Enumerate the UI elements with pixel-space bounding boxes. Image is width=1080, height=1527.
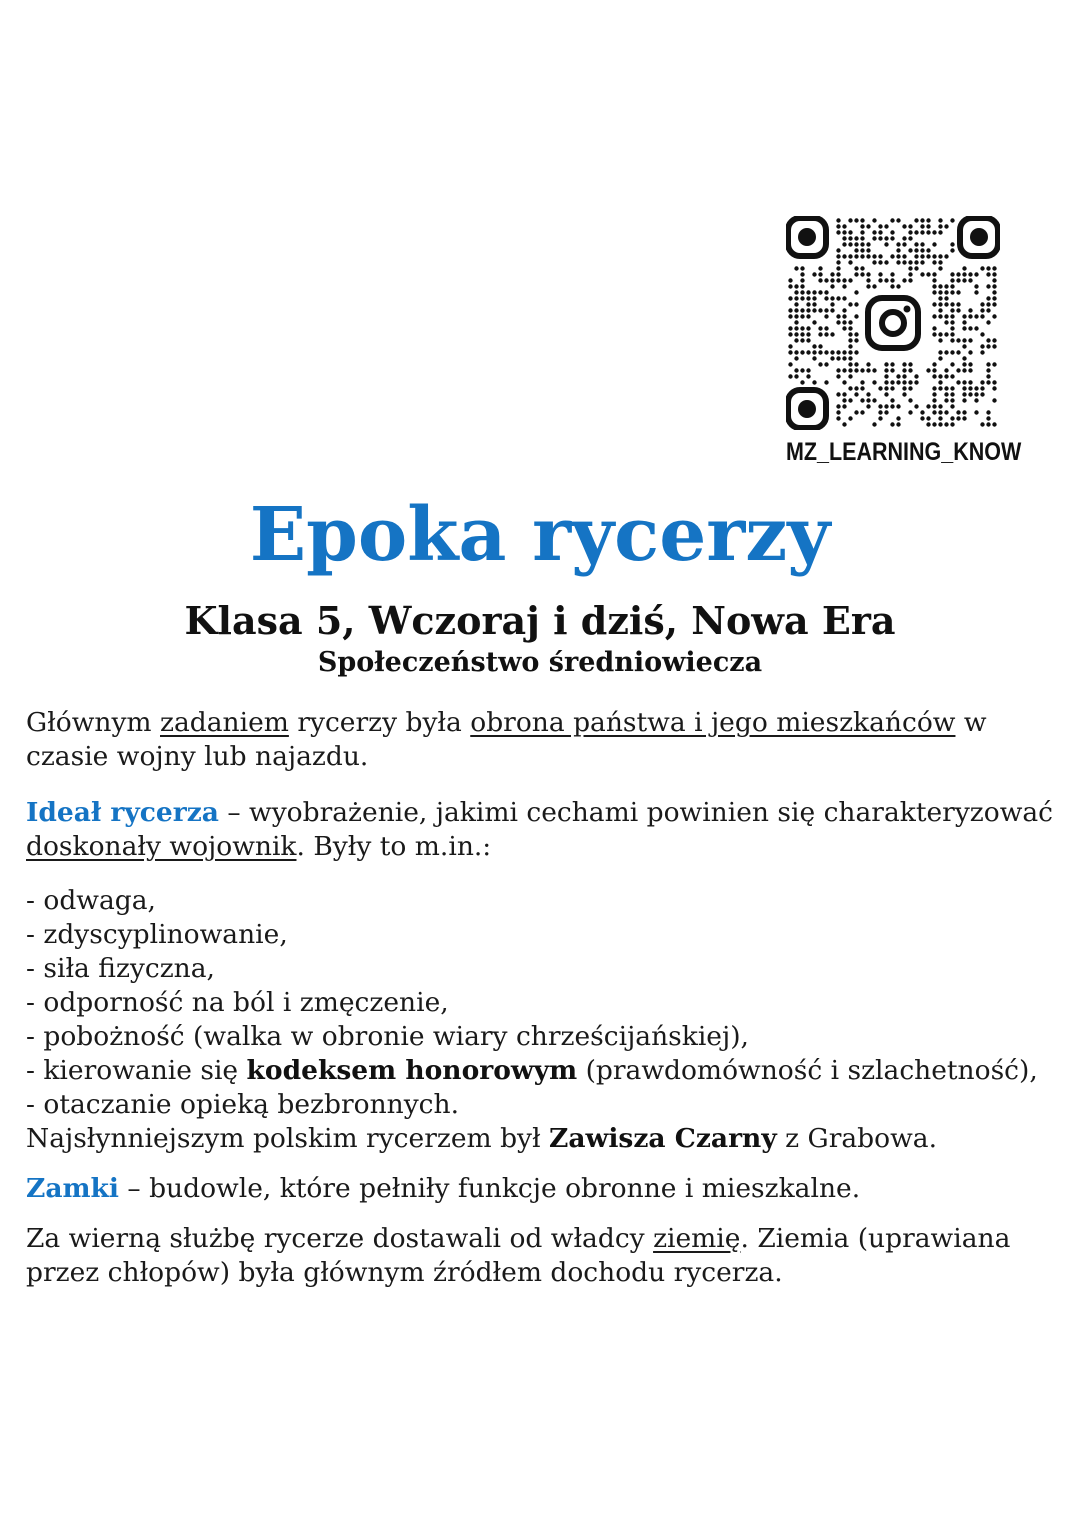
document-body <box>26 706 1066 1290</box>
page-title: Epoka rycerzy <box>249 492 831 578</box>
bold-text: Zawisza Czarny <box>549 1123 777 1154</box>
underlined-text: ziemię <box>653 1223 741 1254</box>
text: w czasie wojny lub najazdu. <box>26 707 987 772</box>
list-item: - siła fizyczna, <box>26 953 215 984</box>
list-item: - otaczanie opieką bezbronnych. <box>26 1089 460 1120</box>
text: – wyobrażenie, jakimi cechami powinien się charakteryzować <box>218 797 1054 828</box>
text: (prawdomówność i szlachetność), <box>577 1055 1038 1086</box>
paragraph-task <box>26 706 1066 774</box>
instagram-icon <box>862 292 924 354</box>
section-title: Społeczeństwo średniowiecza <box>317 647 763 678</box>
paragraph-ideal <box>26 796 1066 864</box>
text: Za wierną służbę rycerze dostawali od władcy <box>26 1223 654 1254</box>
text: - kierowanie się <box>26 1055 247 1086</box>
text: . Ziemia (uprawiana przez chłopów) była głównym źródłem dochodu rycerza. <box>26 1223 1011 1288</box>
qr-code <box>786 216 1000 430</box>
page-subtitle: Klasa 5, Wczoraj i dziś, Nowa Era <box>184 598 896 643</box>
paragraph-zawisza <box>26 1122 1066 1156</box>
underlined-text: zadaniem <box>160 707 289 738</box>
text: . Były to m.in.: <box>296 831 492 862</box>
paragraph-land <box>26 1222 1066 1290</box>
traits-list <box>26 884 1066 1122</box>
text: Najsłynniejszym polskim rycerzem był <box>26 1123 550 1154</box>
text: – budowle, które pełniły funkcje obronne i mieszkalne. <box>118 1173 861 1204</box>
qr-finder-top-right <box>960 218 998 256</box>
list-item: - odporność na ból i zmęczenie, <box>26 987 449 1018</box>
list-item: - pobożność (walka w obronie wiary chrześcijańskiej), <box>26 1021 749 1052</box>
list-item <box>26 1054 1066 1088</box>
keyword: Ideał rycerza <box>26 797 219 828</box>
list-item: - odwaga, <box>26 885 156 916</box>
qr-handle: MZ_LEARNING_KNOW <box>786 438 1022 466</box>
qr-finder-bottom-left <box>788 390 826 428</box>
text: rycerzy była <box>288 707 471 738</box>
underlined-text: doskonały wojownik <box>26 831 297 862</box>
paragraph-castles <box>26 1172 1066 1206</box>
text: z Grabowa. <box>776 1123 937 1154</box>
qr-finder-top-left <box>788 218 826 256</box>
text: Głównym <box>26 707 160 738</box>
qr-code-block <box>786 216 1022 467</box>
list-item: - zdyscyplinowanie, <box>26 919 288 950</box>
underlined-text: obrona państwa i jego mieszkańców <box>470 707 956 738</box>
bold-text: kodeksem honorowym <box>246 1055 578 1086</box>
keyword: Zamki <box>26 1173 119 1204</box>
